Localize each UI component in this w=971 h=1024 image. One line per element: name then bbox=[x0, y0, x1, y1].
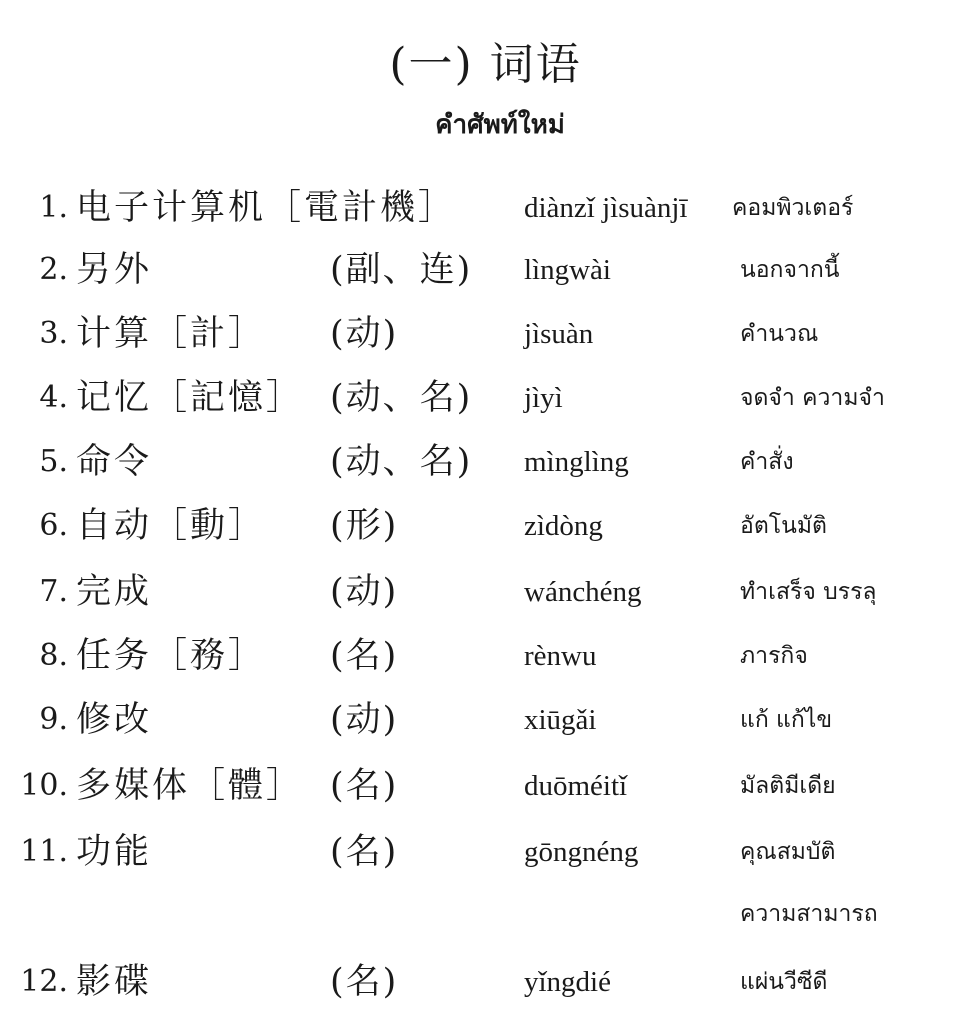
vocab-number: 4. bbox=[39, 380, 68, 415]
vocab-row bbox=[0, 952, 971, 1012]
vocab-pinyin: rènwu bbox=[524, 640, 597, 672]
vocab-number: 9. bbox=[39, 702, 68, 737]
vocab-pinyin: duōméitǐ bbox=[524, 770, 628, 802]
vocab-pinyin: zìdòng bbox=[524, 510, 603, 542]
vocab-thai: จดจำ ความจำ bbox=[740, 385, 885, 411]
vocab-thai: มัลติมีเดีย bbox=[740, 773, 836, 799]
vocab-thai: คอมพิวเตอร์ bbox=[732, 195, 854, 221]
section-subtitle: คำศัพท์ใหม่ bbox=[435, 110, 565, 140]
vocab-thai-continuation: ความสามารถ bbox=[740, 901, 878, 927]
vocab-row bbox=[0, 822, 971, 882]
vocab-word: 计算［計］ bbox=[76, 314, 267, 354]
vocab-pos: (名) bbox=[330, 766, 399, 806]
vocab-thai: ภารกิจ bbox=[740, 643, 808, 669]
vocab-thai: อัตโนมัติ bbox=[740, 513, 827, 539]
vocab-word: 影碟 bbox=[76, 962, 153, 1002]
vocab-word: 自动［動］ bbox=[76, 506, 267, 546]
vocab-row bbox=[0, 562, 971, 622]
vocab-number: 6. bbox=[39, 508, 68, 543]
vocab-word: 记忆［記憶］ bbox=[76, 378, 305, 418]
vocab-pos: (动) bbox=[330, 700, 399, 740]
vocab-thai: คุณสมบัติ bbox=[740, 839, 836, 865]
vocab-thai: คำสั่ง bbox=[740, 449, 794, 475]
vocab-row bbox=[0, 626, 971, 686]
vocab-pos: (名) bbox=[330, 962, 399, 1002]
vocab-row-continuation bbox=[0, 884, 971, 944]
vocab-row bbox=[0, 304, 971, 364]
vocab-number: 2. bbox=[39, 252, 68, 287]
vocab-word: 命令 bbox=[76, 442, 153, 482]
vocab-number: 1. bbox=[39, 190, 68, 225]
vocab-pos: (副、连) bbox=[330, 250, 473, 290]
vocab-pinyin: lìngwài bbox=[524, 254, 611, 286]
vocab-word: 功能 bbox=[76, 832, 153, 872]
vocab-number: 11. bbox=[20, 834, 68, 869]
vocab-word: 另外 bbox=[76, 250, 153, 290]
vocab-pinyin: yǐngdié bbox=[524, 966, 611, 998]
vocab-pos: (名) bbox=[330, 832, 399, 872]
vocab-thai: นอกจากนี้ bbox=[740, 257, 840, 283]
vocab-pos: (动、名) bbox=[330, 442, 473, 482]
vocab-pinyin: gōngnéng bbox=[524, 836, 639, 868]
vocab-row bbox=[0, 178, 971, 238]
vocab-pinyin: diànzǐ jìsuànjī bbox=[524, 192, 688, 224]
vocab-number: 8. bbox=[39, 638, 68, 673]
vocab-pinyin: wánchéng bbox=[524, 576, 642, 608]
section-title: (一) 词语 bbox=[389, 39, 582, 90]
vocab-word: 完成 bbox=[76, 572, 153, 612]
vocab-thai: ทำเสร็จ บรรลุ bbox=[740, 579, 877, 605]
vocab-pinyin: jìyì bbox=[524, 382, 563, 414]
vocab-row bbox=[0, 756, 971, 816]
vocab-word: 多媒体［體］ bbox=[76, 766, 305, 806]
vocab-pos: (动) bbox=[330, 572, 399, 612]
vocab-thai: แก้ แก้ไข bbox=[740, 707, 833, 733]
vocab-thai: คำนวณ bbox=[740, 321, 819, 347]
vocab-row bbox=[0, 240, 971, 300]
vocab-number: 10. bbox=[20, 768, 68, 803]
vocab-word: 电子计算机［電計機］ bbox=[76, 188, 457, 228]
vocab-row bbox=[0, 496, 971, 556]
vocab-thai: แผ่นวีซีดี bbox=[740, 969, 828, 995]
vocab-pos: (动) bbox=[330, 314, 399, 354]
vocab-word: 修改 bbox=[76, 700, 153, 740]
vocab-number: 3. bbox=[39, 316, 68, 351]
vocab-number: 5. bbox=[39, 444, 68, 479]
vocab-row bbox=[0, 368, 971, 428]
vocab-pos: (名) bbox=[330, 636, 399, 676]
vocab-pos: (形) bbox=[330, 506, 399, 546]
vocab-pinyin: jìsuàn bbox=[524, 318, 594, 350]
vocab-pinyin: mìnglìng bbox=[524, 446, 629, 478]
vocab-row bbox=[0, 432, 971, 492]
vocab-pos: (动、名) bbox=[330, 378, 473, 418]
vocab-pinyin: xiūgǎi bbox=[524, 704, 597, 736]
vocab-number: 12. bbox=[20, 964, 68, 999]
vocab-word: 任务［務］ bbox=[76, 636, 267, 676]
vocab-row bbox=[0, 690, 971, 750]
vocab-number: 7. bbox=[39, 574, 68, 609]
